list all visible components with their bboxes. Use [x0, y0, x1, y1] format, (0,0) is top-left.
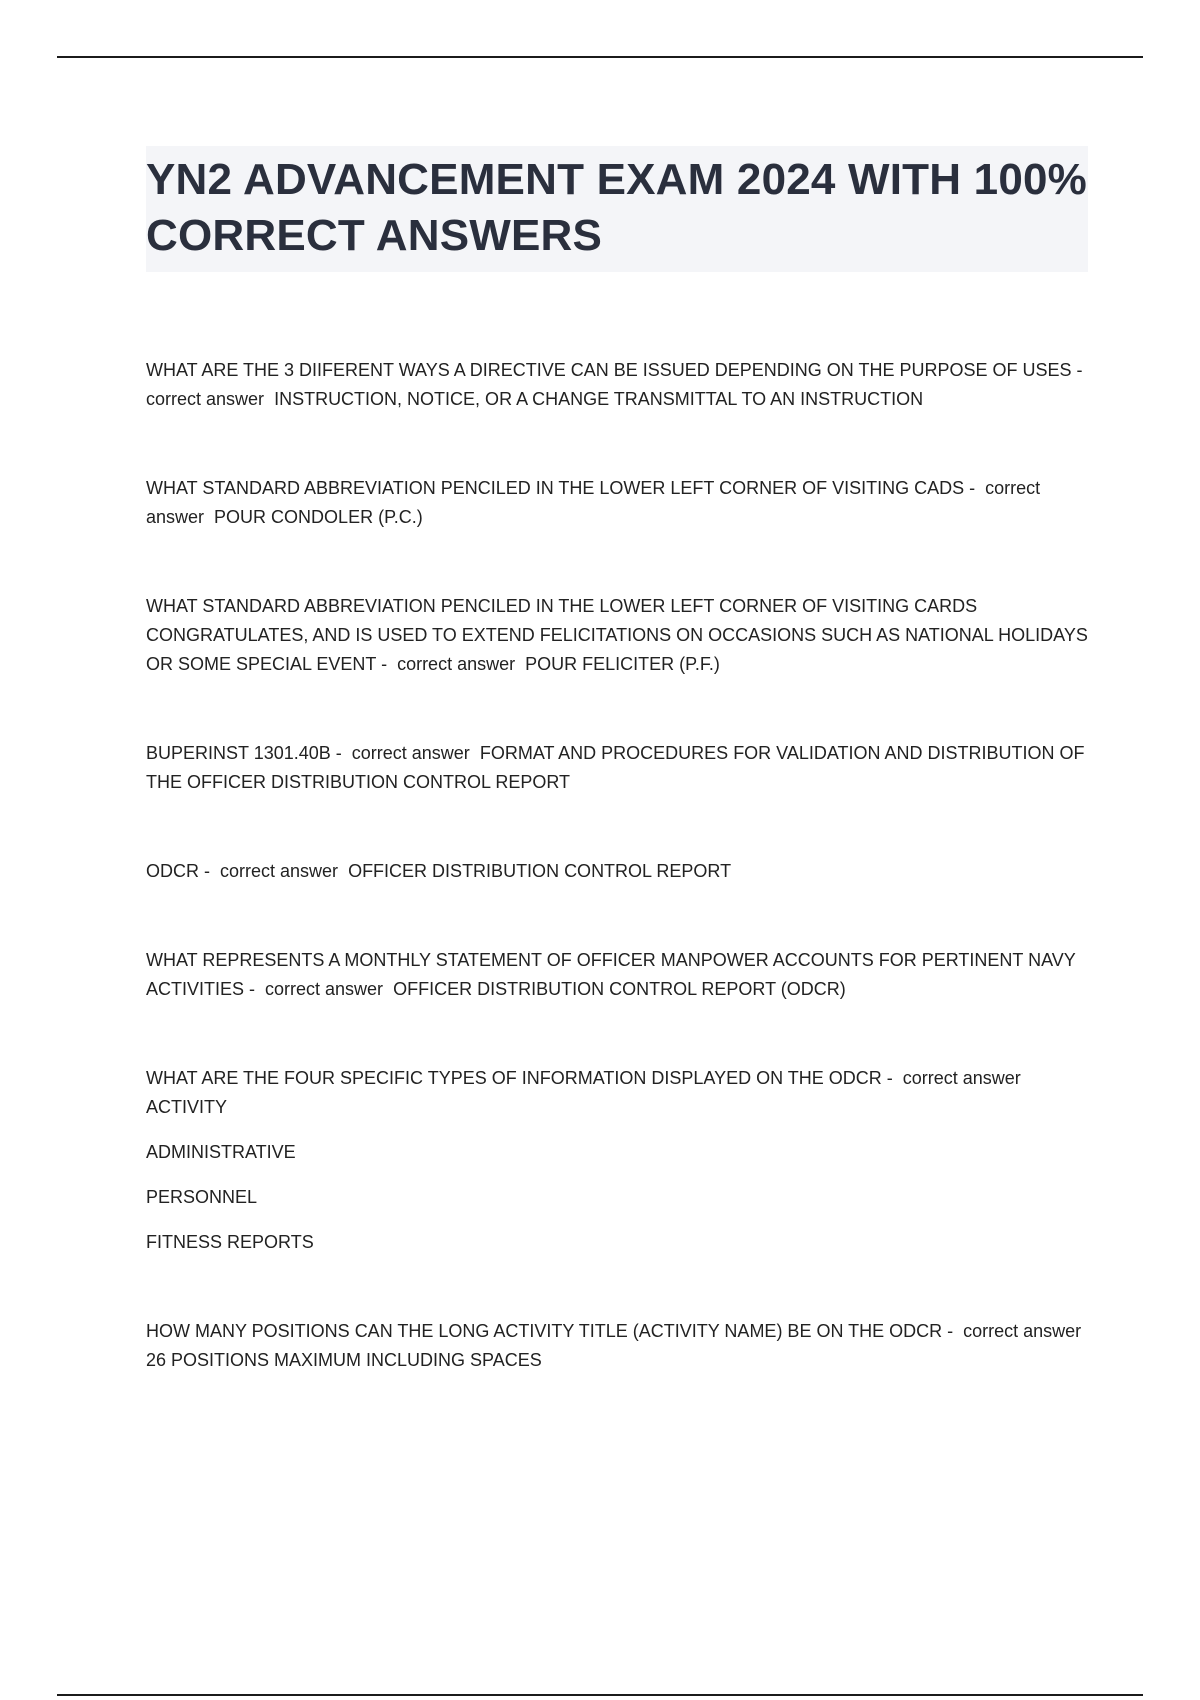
- separator: -: [199, 861, 220, 881]
- answer-list-item: FITNESS REPORTS: [146, 1232, 314, 1252]
- answer-label: correct answer: [265, 979, 384, 999]
- title-box: [146, 146, 1088, 272]
- answer-text: INSTRUCTION, NOTICE, OR A CHANGE TRANSMITTAL TO AN INSTRUCTION: [274, 389, 924, 409]
- qa-item-8: [146, 1317, 1088, 1375]
- answer-label: correct answer: [146, 389, 265, 409]
- gap: [1081, 1321, 1091, 1341]
- gap: [338, 861, 348, 881]
- document-title: YN2 ADVANCEMENT EXAM 2024 WITH 100% CORRECT ANSWERS: [146, 155, 1087, 260]
- gap: [264, 389, 274, 409]
- question-text: WHAT STANDARD ABBREVIATION PENCILED IN THE LOWER LEFT CORNER OF VISITING CADS: [146, 478, 965, 498]
- qa-item-3: [146, 592, 1093, 679]
- separator: -: [964, 478, 986, 498]
- answer-text: POUR CONDOLER (P.C.): [214, 507, 423, 527]
- qa-item-4: [146, 739, 1088, 797]
- separator: -: [244, 979, 266, 999]
- answer-label: correct answer: [351, 743, 470, 763]
- separator: -: [942, 1321, 964, 1341]
- answer-list-item: PERSONNEL: [146, 1187, 258, 1207]
- qa-item-1: [146, 356, 1093, 414]
- answer-text: 26 POSITIONS MAXIMUM INCLUDING SPACES: [146, 1350, 542, 1370]
- gap: [515, 654, 525, 674]
- answer-text: FORMAT AND PROCEDURES FOR VALIDATION AND DISTRIBUTION OF THE OFFICER DISTRIBUTION CONTROL REPORT: [146, 743, 1090, 792]
- gap: [470, 743, 480, 763]
- question-text: HOW MANY POSITIONS CAN THE LONG ACTIVITY TITLE (ACTIVITY NAME) BE ON THE ODCR: [146, 1321, 943, 1341]
- answer-text: OFFICER DISTRIBUTION CONTROL REPORT (ODCR): [393, 979, 846, 999]
- gap: [383, 979, 393, 999]
- question-text: ODCR: [146, 861, 199, 881]
- top-rule: [57, 56, 1143, 58]
- answer-label: correct answer: [220, 861, 339, 881]
- gap: [204, 507, 214, 527]
- question-text: WHAT REPRESENTS A MONTHLY STATEMENT OF OFFICER MANPOWER ACCOUNTS FOR PERTINENT NAVY ACTIVITIES: [146, 950, 1080, 999]
- document-body: [146, 146, 1093, 1435]
- bottom-rule: [57, 1694, 1143, 1696]
- separator: -: [330, 743, 352, 763]
- qa-item-2: [146, 474, 1088, 532]
- gap: [1021, 1068, 1030, 1088]
- answer-label: correct answer: [963, 1321, 1082, 1341]
- answer-label: correct answer: [146, 478, 1046, 527]
- separator: -: [881, 1068, 903, 1088]
- separator: -: [1071, 360, 1093, 380]
- answer-list-item: ADMINISTRATIVE: [146, 1142, 296, 1162]
- answer-text: OFFICER DISTRIBUTION CONTROL REPORT: [348, 861, 732, 881]
- qa-item-5: [146, 857, 1088, 886]
- question-text: WHAT STANDARD ABBREVIATION PENCILED IN THE LOWER LEFT CORNER OF VISITING CARDS CONGRATULATES, AND IS USED TO EXTEND FELICITATIONS ON OCCASIONS SUCH AS NATIONAL HOLIDAYS OR SOME SPECIAL EVENT: [146, 596, 1093, 674]
- answer-text: ACTIVITY: [146, 1097, 228, 1117]
- question-text: BUPERINST 1301.40B: [146, 743, 331, 763]
- answer-label: correct answer: [397, 654, 516, 674]
- qa-item-6: [146, 946, 1088, 1004]
- question-text: WHAT ARE THE FOUR SPECIFIC TYPES OF INFORMATION DISPLAYED ON THE ODCR: [146, 1068, 882, 1088]
- answer-text: POUR FELICITER (P.F.): [525, 654, 720, 674]
- qa-item-7: [146, 1064, 1088, 1122]
- question-text: WHAT ARE THE 3 DIIFERENT WAYS A DIRECTIVE CAN BE ISSUED DEPENDING ON THE PURPOSE OF USES: [146, 360, 1072, 380]
- separator: -: [376, 654, 398, 674]
- answer-label: correct answer: [902, 1068, 1021, 1088]
